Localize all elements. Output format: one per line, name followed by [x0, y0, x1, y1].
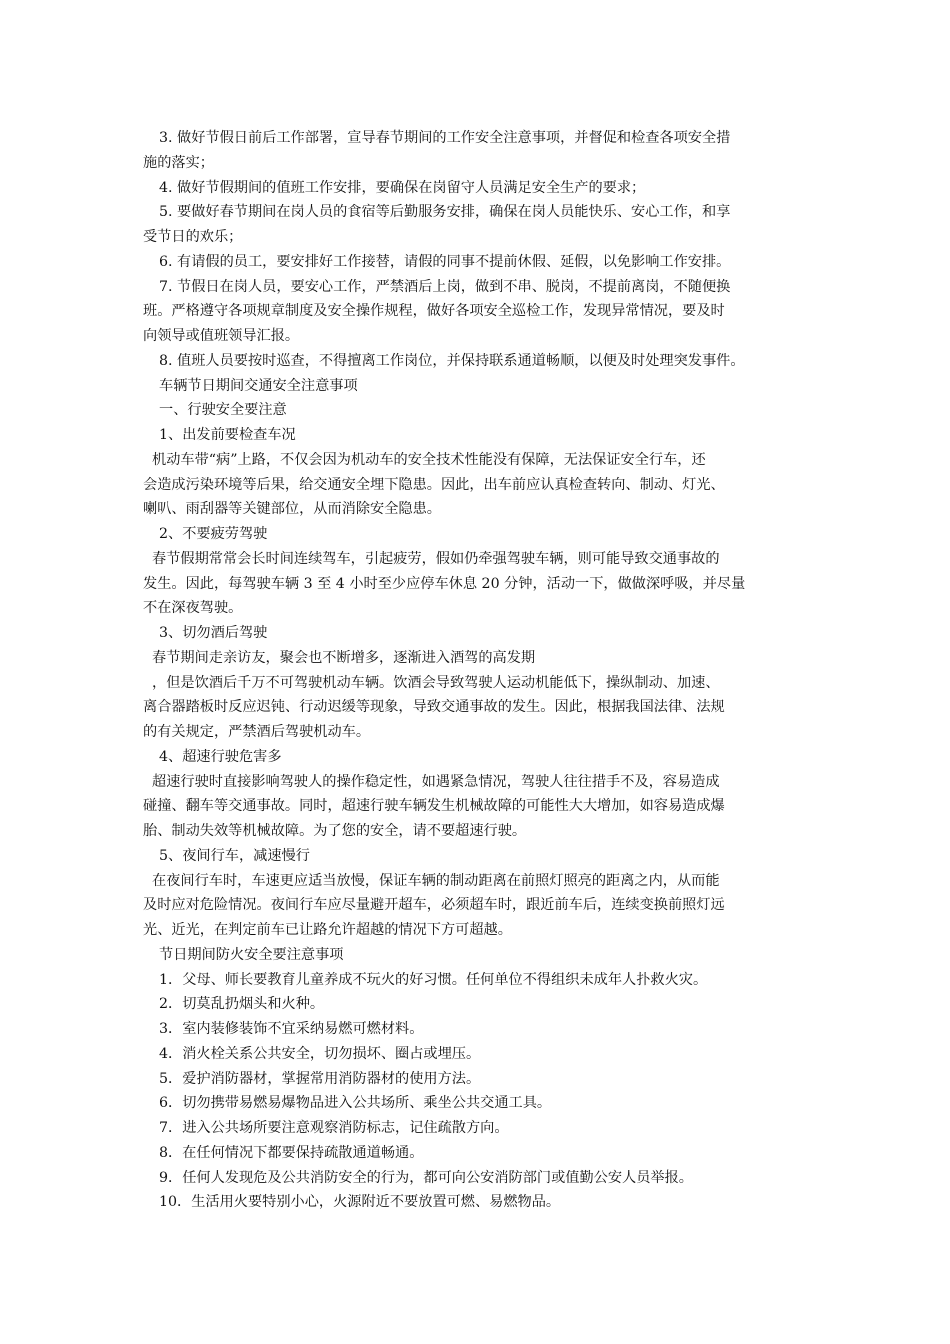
- text-line: 8．在任何情况下都要保持疏散通道畅通。: [159, 1144, 424, 1161]
- text-line: 春节假期常常会长时间连续驾车，引起疲劳，假如仍牵强驾驶车辆，则可能导致交通事故的: [152, 550, 720, 567]
- text-line: 2、不要疲劳驾驶: [159, 526, 268, 542]
- text-line: 不在深夜驾驶。: [143, 600, 243, 617]
- text-line: 3. 做好节假日前后工作部署，宣导春节期间的工作安全注意事项，并督促和检查各项安全措: [159, 130, 731, 146]
- text-line: 5．爱护消防器材，掌握常用消防器材的使用方法。: [159, 1070, 481, 1087]
- text-line: 离合器踏板时反应迟钝、行动迟缓等现象，导致交通事故的发生。因此，根据我国法律、法规: [143, 699, 725, 716]
- text-line: 胎、制动失效等机械故障。为了您的安全，请不要超速行驶。: [143, 823, 527, 839]
- text-line: 会造成污染环境等后果，给交通安全埋下隐患。因此，出车前应认真检查转向、制动、灯光、: [143, 476, 725, 493]
- text-line: 9．任何人发现危及公共消防安全的行为，都可向公安消防部门或值勤公安人员举报。: [159, 1169, 693, 1186]
- text-line: 3、切勿酒后驾驶: [159, 625, 268, 641]
- text-line: 受节日的欢乐；: [143, 229, 243, 245]
- text-line: 节日期间防火安全要注意事项: [159, 946, 344, 963]
- text-line: 5、夜间行车，减速慢行: [159, 847, 310, 864]
- text-line: 6．切勿携带易燃易爆物品进入公共场所、乘坐公共交通工具。: [159, 1095, 552, 1112]
- text-line: 班。严格遵守各项规章制度及安全操作规程，做好各项安全巡检工作，发现异常情况，要及时: [143, 303, 725, 320]
- text-line: 3．室内装修装饰不宜采纳易燃可燃材料。: [159, 1021, 424, 1037]
- text-line: 4. 做好节假期间的值班工作安排，要确保在岗留守人员满足安全生产的要求；: [159, 179, 646, 196]
- text-line: 6. 有请假的员工，要安排好工作接替，请假的同事不提前休假、延假，以免影响工作安排。: [159, 253, 731, 270]
- text-line: 及时应对危险情况。夜间行车应尽量避开超车，必须超车时，跟近前车后，连续变换前照灯远: [143, 897, 725, 914]
- text-line: 超速行驶时直接影响驾驶人的操作稳定性，如遇紧急情况，驾驶人往往措手不及，容易造成: [152, 773, 720, 790]
- text-line: 2．切莫乱扔烟头和火种。: [159, 996, 325, 1013]
- text-line: 光、近光，在判定前车已让路允许超越的情况下方可超越。: [143, 922, 512, 938]
- text-line: 的有关规定，严禁酒后驾驶机动车。: [143, 724, 371, 740]
- text-line: 4．消火栓关系公共安全，切勿损坏、圈占或埋压。: [159, 1045, 481, 1062]
- text-line: 4、超速行驶危害多: [159, 748, 282, 765]
- text-line: 机动车带“病”上路，不仅会因为机动车的安全技术性能没有保障，无法保证安全行车，还: [152, 451, 706, 468]
- text-line: 向领导或值班领导汇报。: [143, 328, 300, 344]
- text-line: 喇叭、雨刮器等关键部位，从而消除安全隐患。: [143, 501, 441, 518]
- text-line: 7．进入公共场所要注意观察消防标志，记住疏散方向。: [159, 1120, 509, 1136]
- document-body: [143, 126, 818, 1215]
- text-line: 一、行驶安全要注意: [159, 402, 287, 419]
- text-line: 在夜间行车时，车速更应适当放慢，保证车辆的制动距离在前照灯照亮的距离之内，从而能: [152, 872, 720, 889]
- text-line: 5. 要做好春节期间在岗人员的食宿等后勤服务安排，确保在岗人员能快乐、安心工作，和享: [159, 204, 731, 221]
- text-line: 发生。因此，每驾驶车辆 3 至 4 小时至少应停车休息 20 分钟，活动一下，做做深呼吸，并尽量: [143, 575, 746, 592]
- text-line: 碰撞、翻车等交通事故。同时，超速行驶车辆发生机械故障的可能性大大增加，如容易造成爆: [143, 798, 725, 815]
- text-line: 7. 节假日在岗人员，要安心工作，严禁酒后上岗，做到不串、脱岗，不提前离岗，不随便换: [159, 278, 731, 295]
- text-line: 施的落实；: [143, 154, 214, 171]
- text-line: 春节期间走亲访友，聚会也不断增多，逐渐进入酒驾的高发期: [152, 649, 536, 666]
- text-line: 车辆节日期间交通安全注意事项: [159, 377, 358, 394]
- text-line: 1．父母、师长要教育儿童养成不玩火的好习惯。任何单位不得组织未成年人扑救火灾。: [159, 971, 708, 988]
- text-line: 1、出发前要检查车况: [159, 427, 296, 443]
- text-line: 8. 值班人员要按时巡查，不得擅离工作岗位，并保持联系通道畅顺，以便及时处理突发事件。: [159, 352, 745, 369]
- text-line: 10．生活用火要特别小心，火源附近不要放置可燃、易燃物品。: [159, 1194, 561, 1211]
- text-line: ，但是饮酒后千万不可驾驶机动车辆。饮酒会导致驾驶人运动机能低下，操纵制动、加速、: [152, 674, 720, 691]
